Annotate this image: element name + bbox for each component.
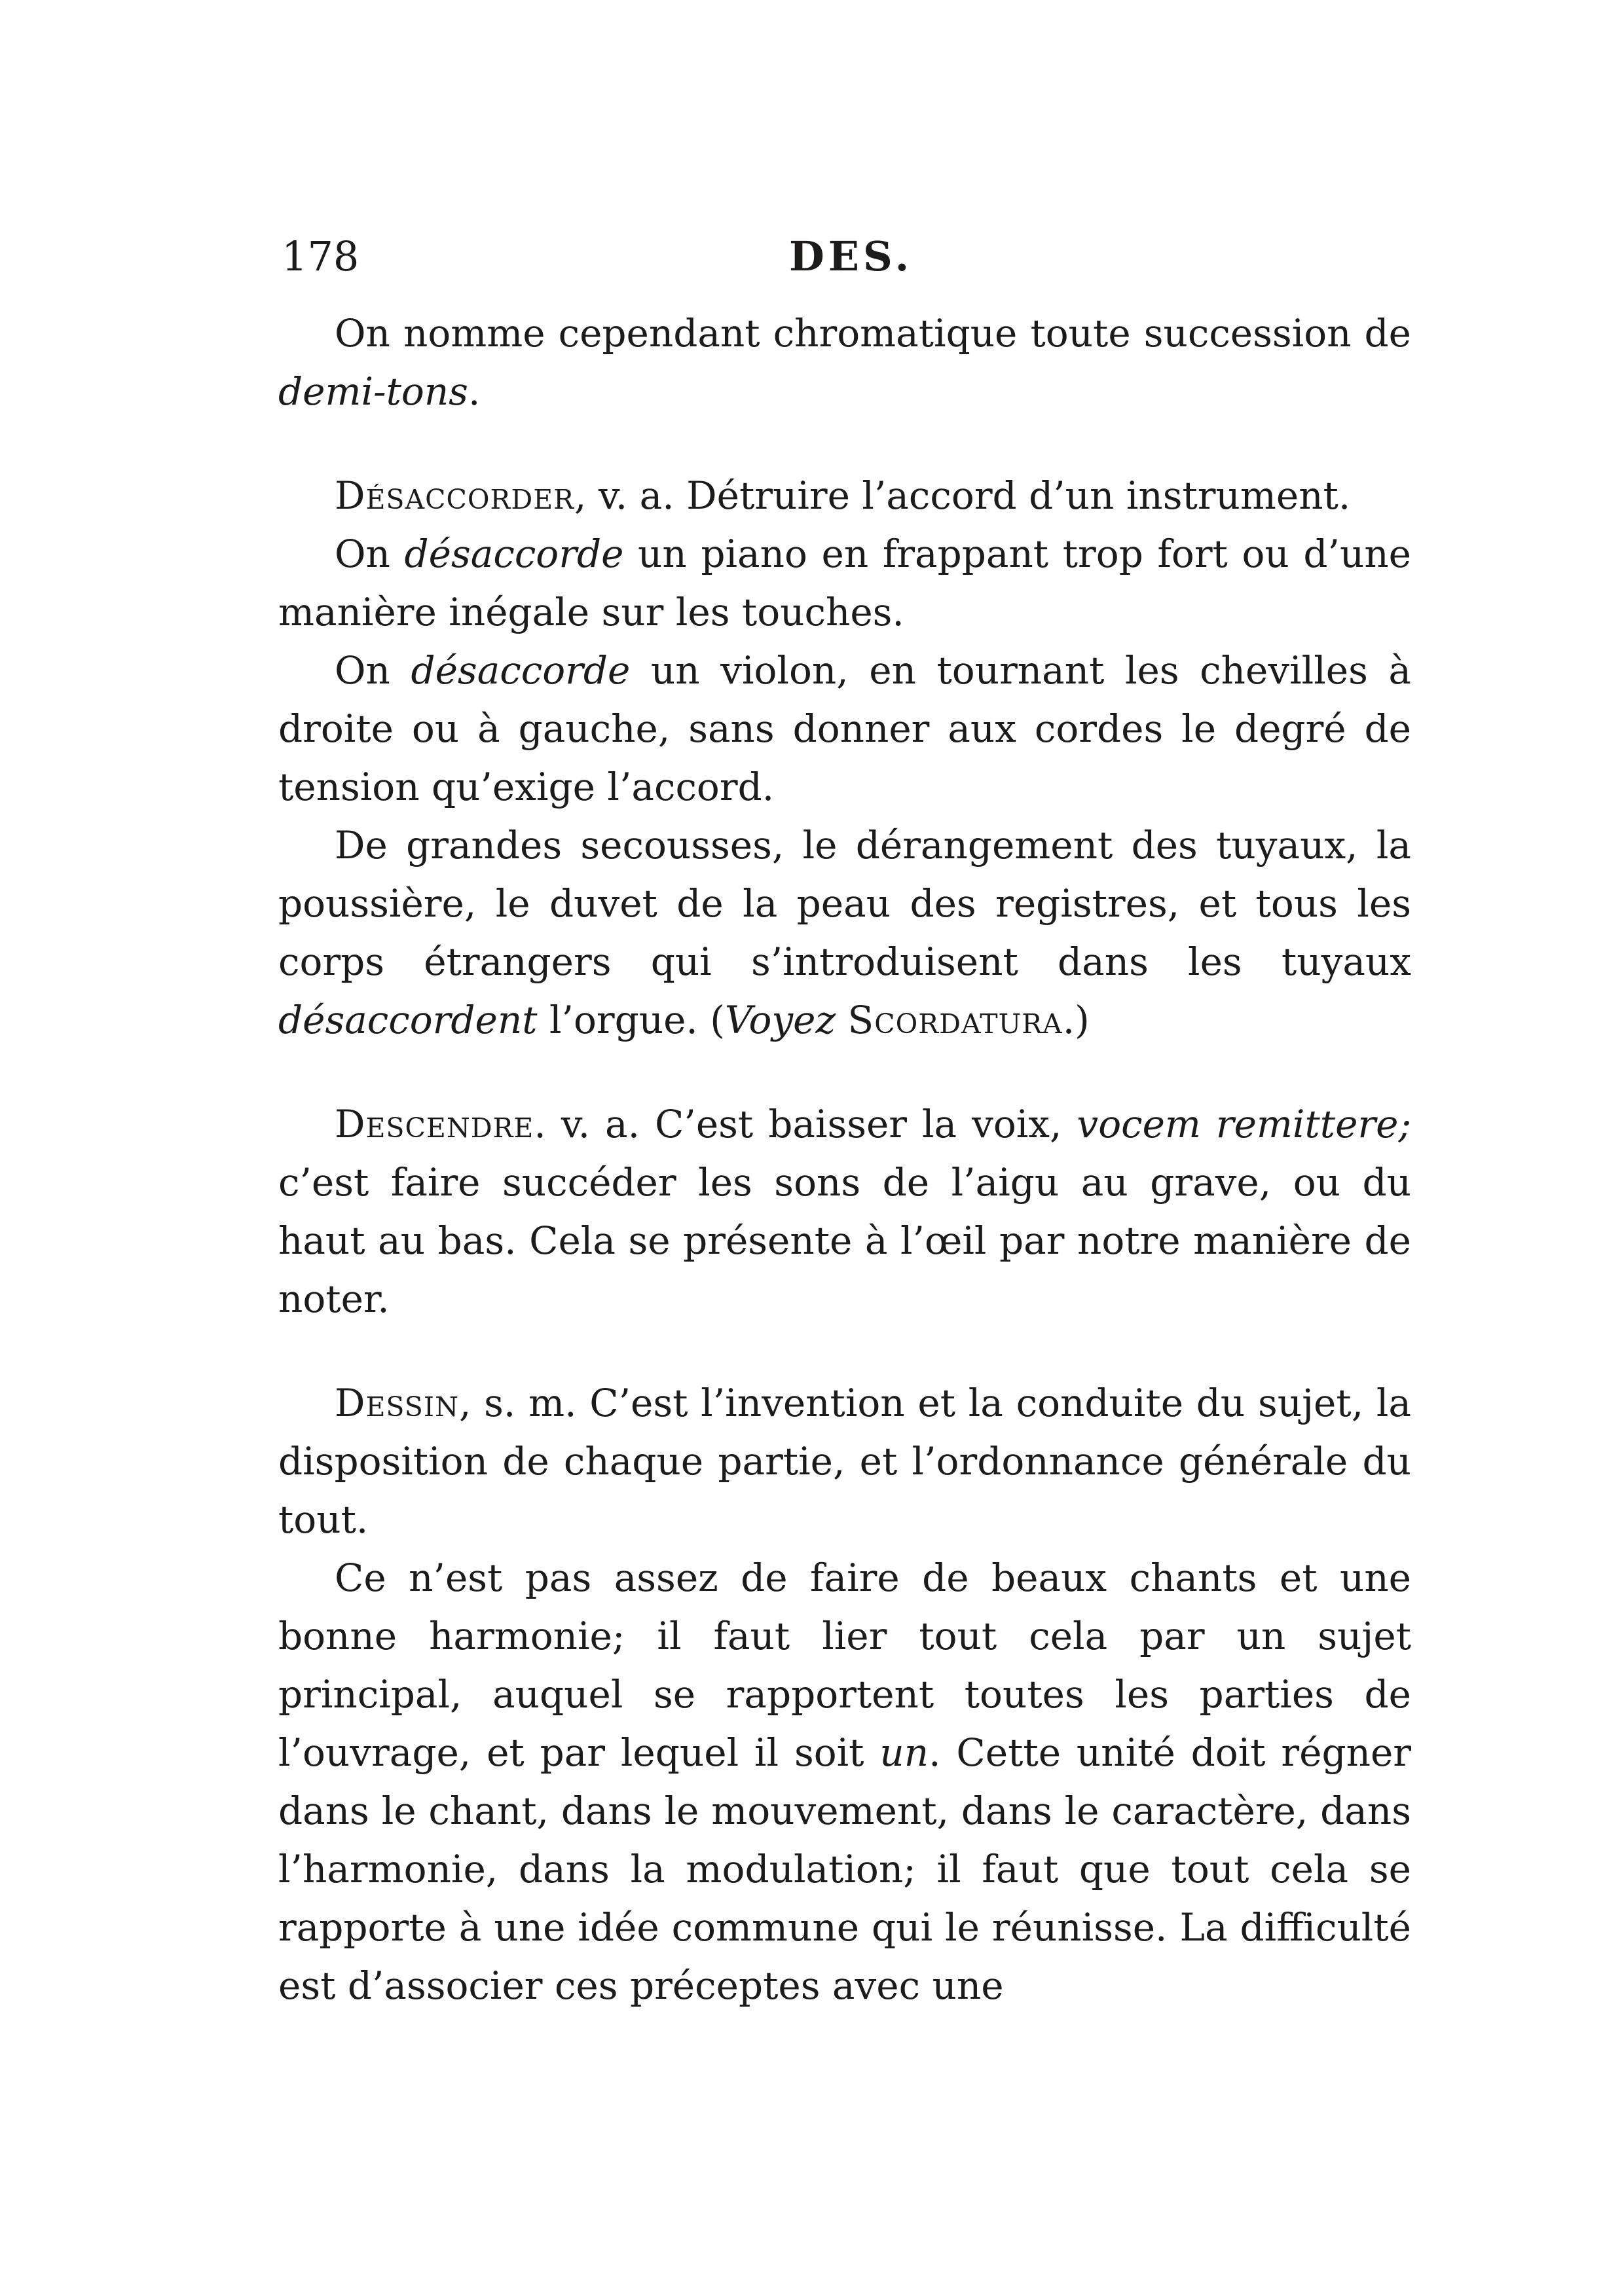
text-run: , s. m. C’est l’invention et la conduite du sujet, la disposition de chaque partie, et l’ordonnance générale du tout. <box>278 1381 1411 1542</box>
text-run: c’est faire succéder les sons de l’aigu au grave, ou du haut au bas. Cela se présente à l’œil par notre manière de noter. <box>278 1160 1411 1321</box>
paragraph <box>278 816 1411 1049</box>
text-run: On <box>335 532 405 576</box>
page-header <box>282 232 1408 291</box>
paragraph <box>278 642 1411 816</box>
text-run: l’orgue. ( <box>537 998 725 1042</box>
running-head: DES. <box>789 232 913 280</box>
text-run <box>836 998 847 1042</box>
paragraph <box>278 304 1411 421</box>
text-run: un violon, en tournant les chevilles à droite ou à gauche, sans donner aux cordes le degré de tension qu’exige l’accord. <box>278 648 1411 809</box>
paragraph <box>278 1374 1411 1549</box>
text-run: , v. a. Détruire l’accord d’un instrument. <box>574 473 1351 518</box>
text-run: . v. a. C’est baisser la voix, <box>534 1102 1077 1146</box>
italic-text: vocem remittere; <box>1077 1102 1411 1146</box>
text-run: On nomme cependant chromatique toute succession de <box>335 311 1411 355</box>
italic-text: Voyez <box>724 998 836 1042</box>
entry-headword: Descendre <box>335 1102 534 1146</box>
paragraph <box>278 525 1411 642</box>
entry-headword: Dessin <box>335 1381 459 1425</box>
paragraph <box>278 467 1411 525</box>
text-run: . <box>468 369 481 414</box>
text-run: un piano en frappant trop fort ou d’une manière inégale sur les touches. <box>278 532 1411 634</box>
text-run: . Cette unité doit régner dans le chant, dans le mouvement, dans le caractère, dans l’harmonie, dans la modulation; il faut que tout cela se rapporte à une idée commune qui le réunisse. La difficulté est d’associer ces préceptes avec une <box>278 1730 1411 2008</box>
text-run: .) <box>1062 998 1090 1042</box>
italic-text: demi-tons <box>278 369 468 414</box>
dictionary-text <box>278 304 1411 2015</box>
entry-headword: Désaccorder <box>335 473 575 518</box>
italic-text: désaccordent <box>278 998 538 1042</box>
italic-text: désaccorde <box>404 532 624 576</box>
paragraph <box>278 1095 1411 1328</box>
text-run: Ce n’est pas assez de faire de beaux chants et une bonne harmonie; il faut lier tout cela par un sujet principal, auquel se rapportent toutes les parties de l’ouvrage, et par lequel il soit <box>278 1556 1411 1775</box>
entry-headword: Scordatura <box>847 998 1063 1042</box>
paragraph <box>278 1549 1411 2015</box>
italic-text: un <box>879 1730 929 1775</box>
text-run: On <box>335 648 411 693</box>
text-run: De grandes secousses, le dérangement des tuyaux, la poussière, le duvet de la peau des registres, et tous les corps étrangers qui s’introduisent dans les tuyaux <box>278 823 1411 984</box>
italic-text: désaccorde <box>411 648 631 693</box>
page-number: 178 <box>282 232 360 280</box>
